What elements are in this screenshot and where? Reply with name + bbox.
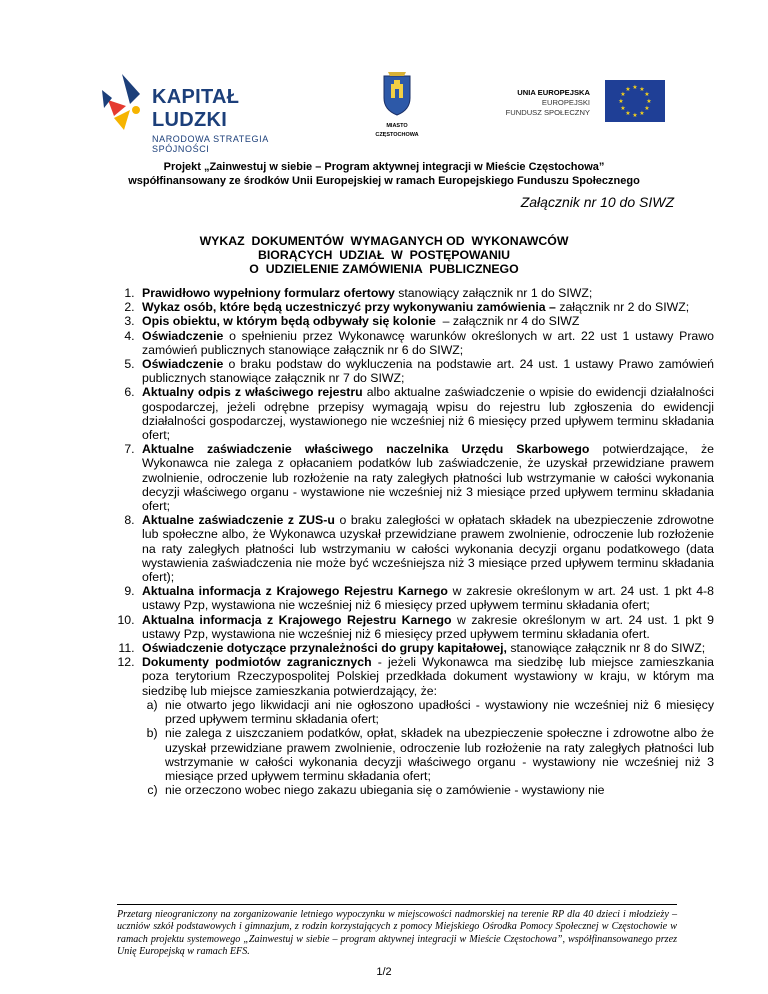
sublist-item: a. nie otwarto jego likwidacji ani nie ogłoszono upadłości - wystawiony nie wcześniej niż 6 miesięcy przed upływem terminu składania ofert; [161,698,714,726]
documents-list [106,286,714,797]
sublist-item: b. nie zalega z uiszczaniem podatków, opłat, składek na ubezpieczenie społeczne i zdrowotne albo że uzyskał przewidziane prawem zwolnienie, odroczenie lub rozłożenie na raty zaległych płatności lub wstrzymanie w całości wykonania decyzji właściwego organu - wystawiony nie wcześniej niż 3 miesiące przed upływem terminu składania ofert; [161,726,714,783]
eu-flag-icon [605,80,665,122]
list-item: 4. Oświadczenie o spełnieniu przez Wykonawcę warunków określonych w art. 22 ust 1 ustawy Prawo zamówień publicznych stanowiące załącznik nr 6 do SIWZ; [138,329,714,357]
list-item: 1. Prawidłowo wypełniony formularz ofertowy stanowiący załącznik nr 1 do SIWZ; [138,286,714,300]
project-line1: Projekt „Zainwestuj w siebie – Program aktywnej integracji w Mieście Częstochowa” [163,161,605,173]
kapital-ludzki-emblem-icon [100,72,148,134]
list-item: 7. Aktualne zaświadczenie właściwego naczelnika Urzędu Skarbowego potwierdzające, że Wykonawca nie zalega z opłacaniem podatków lub zaświadczenie, że uzyskał przewidziane prawem zwolnienie, odroczenie lub rozłożenie na raty zaległych płatności lub wstrzymanie w całości wykonania decyzji właściwego organu - wystawione nie wcześniej niż 3 miesiące przed upływem terminu składania ofert; [138,442,714,513]
list-item: 11. Oświadczenie dotyczące przynależności do grupy kapitałowej, stanowiące załącznik nr 8 do SIWZ; [138,641,714,655]
list-item: 2. Wykaz osób, które będą uczestniczyć przy wykonywaniu zamówienia – załącznik nr 2 do SIWZ; [138,300,714,314]
foreign-documents-sublist [142,698,714,797]
svg-text:★: ★ [644,91,650,98]
project-line2: współfinansowany ze środków Unii Europejskiej w ramach Europejskiego Funduszu Społecznego [128,175,640,187]
document-title-line2: BIORĄCYCH UDZIAŁ W POSTĘPOWANIU [257,248,511,262]
attachment-label: Załącznik nr 10 do SIWZ [520,194,674,210]
city-name-line2: CZĘSTOCHOWA [375,132,419,138]
kapital-ludzki-logo [100,72,310,154]
city-name-line1: MIASTO [386,123,408,129]
svg-text:★: ★ [620,105,626,112]
kapital-ludzki-title: KAPITAŁ LUDZKI [152,86,240,131]
svg-text:★: ★ [632,112,638,119]
list-item: 8. Aktualne zaświadczenie z ZUS-u o braku zaległości w opłatach składek na ubezpieczenie zdrowotne lub społeczne albo, że Wykonawca uzyskał przewidziane prawem zwolnienie, odroczenie lub rozłożenie na raty zaległych płatności lub wstrzymaniu w całości wykonania decyzji organu podatkowego (data wystawienia zaświadczenia nie może być wcześniejsza niż 3 miesiące przed upływem terminu składania ofert); [138,513,714,584]
svg-text:★: ★ [646,98,652,105]
list-item: 3. Opis obiektu, w którym będą odbywały się kolonie – załącznik nr 4 do SIWZ [138,314,714,328]
czestochowa-logo [367,72,427,142]
svg-text:★: ★ [618,98,624,105]
eu-logo [500,78,665,138]
document-title-line1: WYKAZ DOKUMENTÓW WYMAGANYCH OD WYKONAWCÓW [199,234,569,248]
city-coat-of-arms-icon [382,72,412,116]
eu-line2: EUROPEJSKI [541,98,590,107]
svg-text:★: ★ [625,110,631,117]
project-header [0,160,768,188]
document-title-line3: O UDZIELENIE ZAMÓWIENIA PUBLICZNEGO [249,262,519,276]
list-item: 9. Aktualna informacja z Krajowego Rejestru Karnego w zakresie określonym w art. 24 ust. 1 pkt 4-8 ustawy Pzp, wystawiona nie wcześniej niż 6 miesięcy przed upływem terminu składania ofert; [138,584,714,612]
svg-text:★: ★ [620,91,626,98]
eu-line3: FUNDUSZ SPOŁECZNY [505,108,590,117]
svg-text:★: ★ [625,86,631,93]
list-item: 6. Aktualny odpis z właściwego rejestru albo aktualne zaświadczenie o wpisie do ewidencji działalności gospodarczej, jeżeli odrębne przepisy wymagają wpisu do rejestru lub zgłoszenia do ewidencji działalności gospodarczej, wystawionego nie wcześniej niż 6 miesięcy przed upływem terminu składania ofert; [138,385,714,442]
svg-text:★: ★ [632,84,638,91]
kapital-ludzki-subtitle: NARODOWA STRATEGIA SPÓJNOŚCI [152,134,269,154]
logo-bar [0,60,768,154]
sublist-item: c. nie orzeczono wobec niego zakazu ubiegania się o zamówienie - wystawiony nie [161,783,714,797]
svg-text:★: ★ [644,105,650,112]
footer-note: Przetarg nieograniczony na zorganizowanie letniego wypoczynku w miejscowości nadmorskiej na terenie RP dla 40 dzieci i młodzieży – uczniów szkół podstawowych i gimnazjum, z rodzin korzystających z pomocy Miejskiego Ośrodka Pomocy Społecznej w Częstochowie w ramach projektu systemowego „Zainwestuj w siebie – program aktywnej integracji w Mieście Częstochowa”, współfinansowanego przez Unię Europejską w ramach EFS. [117,904,677,959]
list-item: 12. Dokumenty podmiotów zagranicznych - jeżeli Wykonawca ma siedzibę lub miejsce zamieszkania poza terytorium Rzeczypospolitej Polskiej przedkłada dokument wystawiony w kraju, w którym ma siedzibę lub miejsce zamieszkania potwierdzający, że: a. nie otwarto jego likwidacji ani nie ogłoszono upadłości - wystawiony nie wcześniej niż 6 miesięcy przed upływem terminu składania ofert; b. nie zalega z uiszczaniem podatków, opłat, składek na ubezpieczenie społeczne i zdrowotne albo że uzyskał przewidziane prawem zwolnienie, odroczenie lub rozłożenie na raty zaległych płatności lub wstrzymanie w całości wykonania decyzji właściwego organu - wystawiony nie wcześniej niż 3 miesiące przed upływem terminu składania ofert; c. nie orzeczono wobec niego zakazu ubiegania się o zamówienie - wystawiony nie [138,655,714,797]
document-title [0,234,768,276]
list-item: 10. Aktualna informacja z Krajowego Rejestru Karnego w zakresie określonym w art. 24 ust. 1 pkt 9 ustawy Pzp, wystawiona nie wcześniej niż 6 miesięcy przed upływem terminu składania ofert. [138,613,714,641]
svg-text:★: ★ [639,86,645,93]
page-number: 1/2 [376,966,392,978]
list-item: 5. Oświadczenie o braku podstaw do wykluczenia na podstawie art. 24 ust. 1 ustawy Prawo zamówień publicznych stanowiące załącznik nr 7 do SIWZ; [138,357,714,385]
eu-line1: UNIA EUROPEJSKA [517,88,590,97]
svg-text:★: ★ [639,110,645,117]
